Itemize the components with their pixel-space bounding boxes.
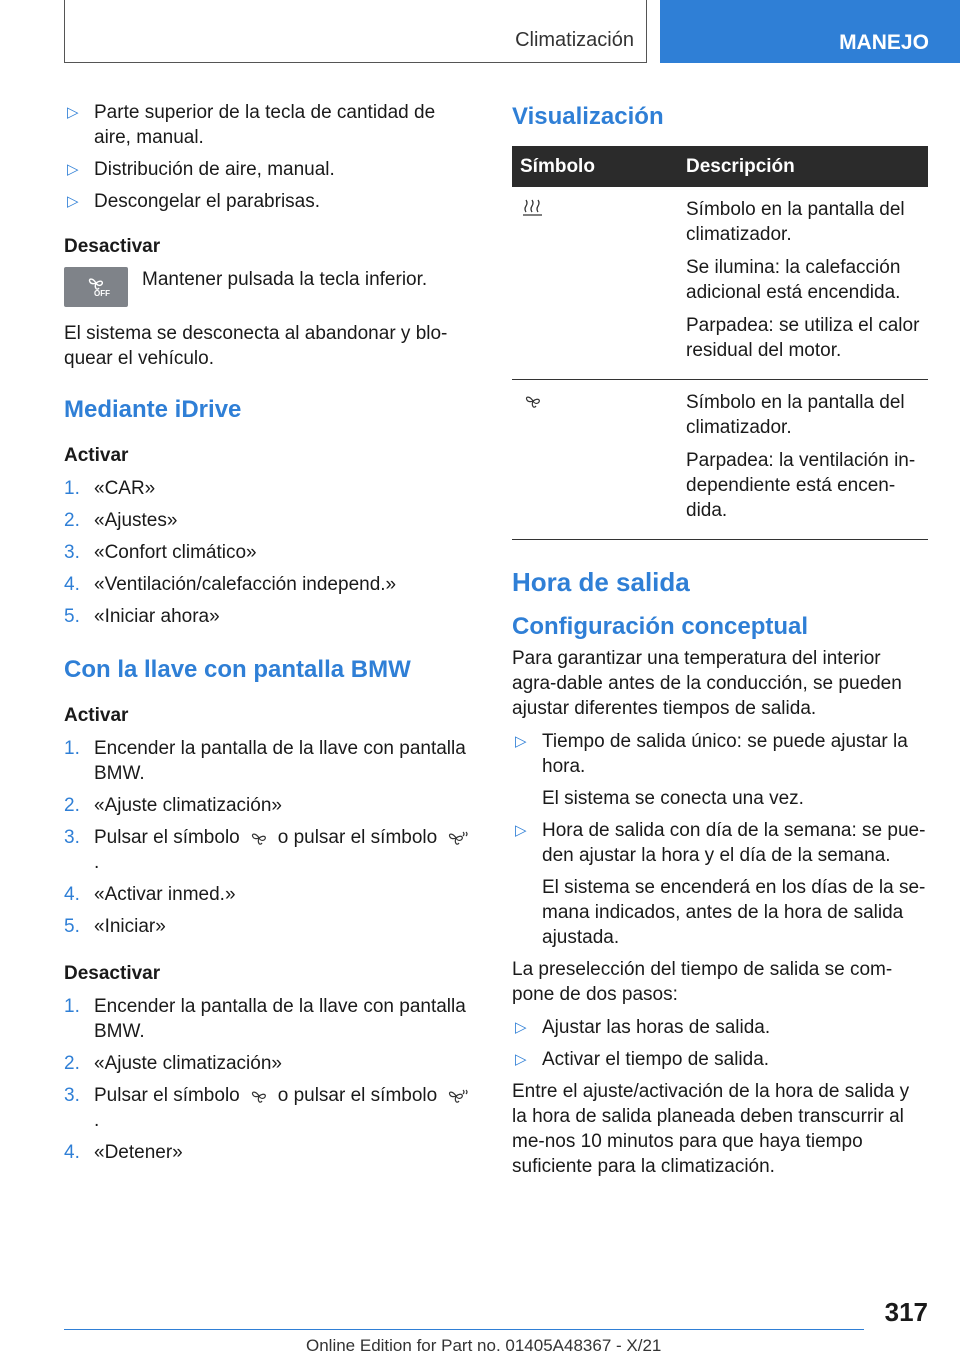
table-cell-text: Parpadea: se utiliza el calor residual del motor. (686, 315, 920, 361)
triangle-bullet-icon: ▷ (515, 1019, 527, 1036)
concept-bullets (512, 818, 928, 868)
table-cell-text: Símbolo en la pantalla del climatizador. (686, 199, 905, 245)
list-item: 4. «Ventilación/calefacción independ.» (64, 574, 397, 595)
ventilation-icon (520, 390, 546, 412)
visualization-heading: Visualización (512, 103, 664, 130)
final-text: Entre el ajuste/activación de la hora de salida y la hora de salida planeada deben transcurrir al me-nos 10 minutos para que haya tiempo suficiente para la climatización. (512, 1081, 910, 1177)
triangle-bullet-icon: ▷ (515, 822, 527, 839)
preselect-text: La preselección del tiempo de salida se com-pone de dos pasos: (512, 959, 893, 1005)
key-activate-steps (64, 736, 476, 939)
bullet-note: El sistema se conecta una vez. (542, 788, 804, 809)
edition-text: Online Edition for Part no. 01405A48367 - X/21 (306, 1336, 662, 1355)
triangle-bullet-icon: ▷ (515, 733, 527, 750)
list-item: 1. Encender la pantalla de la llave con pantalla BMW. (64, 738, 466, 784)
list-item: 2. «Ajuste climatización» (64, 1053, 282, 1074)
list-item: 4. «Activar inmed.» (64, 884, 236, 905)
key-deactivate-heading: Desactivar (64, 963, 161, 984)
list-item: 2. «Ajustes» (64, 510, 178, 531)
list-item: ▷ Hora de salida con día de la semana: se pue-den ajustar la hora y el día de la semana. (515, 820, 926, 866)
triangle-bullet-icon: ▷ (67, 161, 79, 178)
list-item: ▷ Parte superior de la tecla de cantidad de aire, manual. (67, 102, 436, 148)
heated-fan-icon (443, 1086, 469, 1106)
table-row (512, 380, 928, 540)
symbol-table (512, 146, 928, 540)
triangle-bullet-icon: ▷ (515, 1051, 527, 1068)
left-column (64, 100, 476, 1172)
bullet-note: El sistema se encenderá en los días de la se-mana indicados, antes de la hora de salida ajustada. (542, 877, 926, 948)
list-item: ▷ Distribución de aire, manual. (67, 159, 335, 180)
fan-off-button-image (64, 267, 128, 307)
list-item: 3. Pulsar el símbolo o pulsar el símbolo. (64, 825, 476, 875)
button-instruction-text: Mantener pulsada la tecla inferior. (142, 269, 428, 290)
footer-divider (64, 1329, 864, 1330)
triangle-bullet-icon: ▷ (67, 193, 79, 210)
list-item: ▷ Ajustar las horas de salida. (515, 1017, 771, 1038)
list-item: 2. «Ajuste climatización» (64, 795, 282, 816)
table-header-row (512, 146, 928, 187)
preselect-bullets (512, 1015, 928, 1072)
header-section-box (64, 0, 647, 63)
concept-heading: Configuración conceptual (512, 613, 809, 640)
idrive-steps (64, 476, 476, 629)
triangle-bullet-icon: ▷ (67, 104, 79, 121)
off-label: OFF (94, 289, 110, 298)
list-item: ▷ Tiempo de salida único: se puede ajustar la hora. (515, 731, 908, 777)
list-item: 5. «Iniciar» (64, 916, 166, 937)
list-item: 3. «Confort climático» (64, 542, 257, 563)
table-cell-text: Parpadea: la ventilación in-dependiente está encen-dida. (686, 450, 916, 521)
chapter-tab[interactable] (660, 0, 960, 63)
list-item: 5. «Iniciar ahora» (64, 606, 220, 627)
table-row (512, 187, 928, 380)
table-cell-text: Símbolo en la pantalla del climatizador. (686, 392, 905, 438)
list-item: ▷ Descongelar el parabrisas. (67, 191, 321, 212)
ventilation-icon (246, 1086, 272, 1106)
table-header: Descripción (678, 146, 928, 187)
heating-waves-icon (520, 197, 546, 219)
key-heading: Con la llave con pantalla BMW (64, 656, 411, 683)
idrive-heading: Mediante iDrive (64, 396, 242, 423)
list-item: 1. Encender la pantalla de la llave con pantalla BMW. (64, 996, 466, 1042)
top-bullet-list (64, 100, 476, 214)
section-title: Climatización (515, 29, 634, 51)
button-instruction (64, 267, 476, 307)
list-item: ▷ Activar el tiempo de salida. (515, 1049, 770, 1070)
concept-text: Para garantizar una temperatura del interior agra-dable antes de la conducción, se pueden ajustar diferentes tiempos de salida. (512, 648, 902, 719)
key-activate-heading: Activar (64, 705, 129, 726)
list-item: 4. «Detener» (64, 1142, 183, 1163)
key-deactivate-steps (64, 994, 476, 1165)
table-header: Símbolo (512, 146, 678, 187)
list-item: 3. Pulsar el símbolo o pulsar el símbolo. (64, 1083, 476, 1133)
idrive-activate-heading: Activar (64, 445, 129, 466)
deactivate-heading: Desactivar (64, 236, 161, 257)
heated-fan-icon (443, 828, 469, 848)
right-column (512, 100, 928, 1187)
list-item: 1. «CAR» (64, 478, 156, 499)
page-number: 317 (884, 1297, 928, 1327)
ventilation-icon (246, 828, 272, 848)
system-text: El sistema se desconecta al abandonar y blo-quear el vehículo. (64, 323, 448, 369)
chapter-tab-label: MANEJO (839, 31, 929, 54)
departure-heading: Hora de salida (512, 567, 690, 597)
table-cell-text: Se ilumina: la calefacción adicional está encendida. (686, 257, 901, 303)
concept-bullets (512, 729, 928, 779)
